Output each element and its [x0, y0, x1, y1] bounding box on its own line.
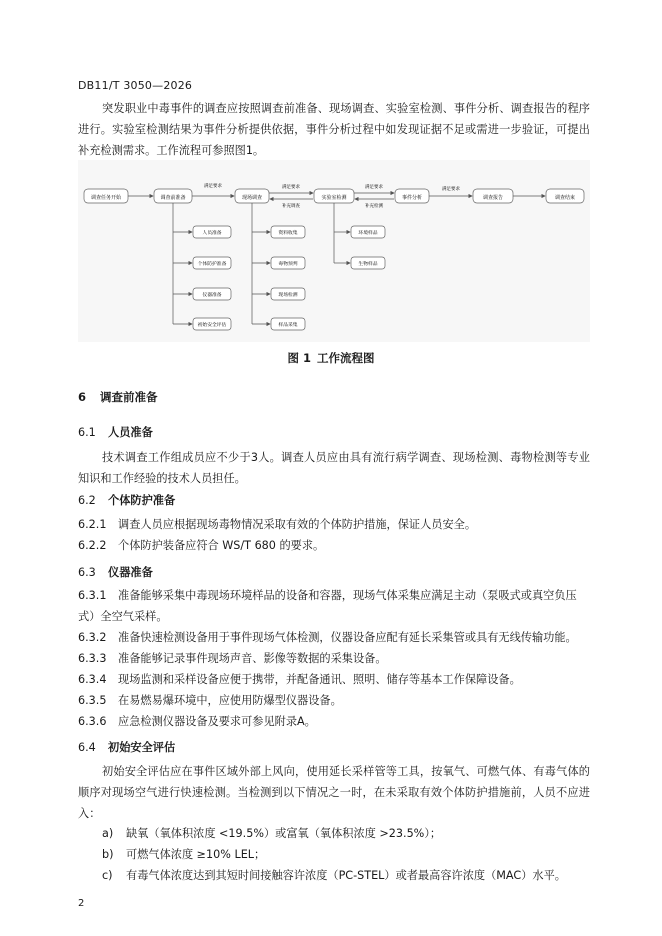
svg-text:仪器准备: 仪器准备	[202, 293, 222, 298]
lab-child-env	[351, 226, 385, 238]
clause-6-3-1	[78, 585, 590, 627]
clause-6-3-3	[78, 648, 590, 669]
edge-label-lab-analysis: 满足要求	[365, 185, 383, 190]
field-child-detect	[271, 288, 305, 300]
s6-1-paragraph: 技术调查工作组成员应不少于3人。调查人员应由具有流行病学调查、现场检测、毒物检测等专业知识和工作经验的技术人员担任。	[78, 451, 590, 485]
page-number: 2	[78, 898, 85, 909]
list-text: 可燃气体浓度 ≥10% LEL；	[126, 848, 266, 861]
document-code: DB11/T 3050—2026	[78, 79, 193, 92]
prep-child-ppe	[193, 257, 231, 269]
clause-6-2-1	[78, 514, 590, 535]
clause-text: 个体防护装备应符合 WS/T 680 的要求。	[118, 539, 325, 552]
edge-label-analysis-lab: 补充检测	[365, 204, 383, 209]
clause-text: 调查人员应根据现场毒物情况采取有效的个体防护措施，保证人员安全。	[118, 518, 477, 531]
clause-text: 准备能够采集中毒现场环境样品的设备和容器，现场气体采集应满足主动（泵吸式或真空负压式）全空气采样。	[78, 589, 577, 623]
figure-caption	[0, 350, 662, 366]
section-6-heading	[78, 389, 158, 405]
node-analysis	[395, 189, 429, 203]
list-marker: c)	[102, 869, 113, 882]
section-number: 6.3	[78, 566, 96, 579]
clause-number: 6.3.3	[78, 652, 107, 665]
clause-number: 6.2.1	[78, 518, 107, 531]
svg-text:毒物预判: 毒物预判	[278, 262, 298, 267]
clause-text: 在易燃易爆环境中，应使用防爆型仪器设备。	[118, 694, 342, 707]
svg-text:环境样品: 环境样品	[358, 231, 378, 236]
svg-text:现场检测: 现场检测	[278, 293, 298, 298]
clause-number: 6.3.5	[78, 694, 107, 707]
clause-6-3-6	[78, 711, 590, 732]
figure-title: 工作流程图	[317, 351, 375, 365]
list-item-a	[102, 825, 441, 841]
node-lab	[314, 189, 354, 203]
section-6-2-heading	[78, 492, 175, 508]
svg-text:生物样品: 生物样品	[358, 262, 378, 267]
edge-label-field-lab: 满足要求	[282, 185, 300, 190]
list-item-b	[102, 846, 265, 862]
section-title: 调查前准备	[100, 390, 158, 404]
svg-text:样品采集: 样品采集	[278, 323, 298, 328]
section-title: 人员准备	[108, 426, 153, 439]
list-text: 缺氧（氧体积浓度 <19.5%）或富氧（氧体积浓度 >23.5%）；	[126, 827, 442, 840]
s6-4-paragraph: 初始安全评估应在事件区域外部上风向，使用延长采样管等工具，按氧气、可燃气体、有毒气体的顺序对现场空气进行快速检测。当检测到以下情况之一时，在未采取有效个体防护措施前，人员不应进入：	[78, 765, 590, 820]
figure-number: 图 1	[287, 351, 311, 365]
node-prep	[154, 189, 192, 203]
clause-text: 应急检测仪器设备及要求可参见附录A。	[118, 715, 316, 728]
section-6-1-heading	[78, 424, 153, 440]
node-field	[235, 189, 269, 203]
clause-number: 6.3.4	[78, 673, 107, 686]
clause-text: 准备快速检测设备用于事件现场气体检测，仪器设备应配有延长采集管或具有无线传输功能。	[118, 631, 577, 644]
intro-paragraph: 突发职业中毒事件的调查应按照调查前准备、现场调查、实验室检测、事件分析、调查报告的程序进行。实验室检测结果为事件分析提供依据，事件分析过程中如发现证据不足或需进一步验证，可提出补充检测需求。工作流程可参照图1。	[78, 102, 590, 157]
section-title: 个体防护准备	[108, 494, 176, 507]
clause-number: 6.3.2	[78, 631, 107, 644]
svg-text:事件分析: 事件分析	[401, 195, 423, 201]
clause-number: 6.3.1	[78, 589, 107, 602]
section-number: 6.1	[78, 426, 96, 439]
clause-6-2-2	[78, 535, 590, 556]
prep-child-safety	[193, 318, 231, 330]
section-number: 6.4	[78, 741, 96, 754]
edge-label-lab-field: 补充调查	[282, 204, 300, 209]
section-number: 6	[78, 390, 87, 404]
lab-child-bio	[351, 257, 385, 269]
svg-text:调查前准备: 调查前准备	[160, 195, 186, 201]
svg-text:初始安全评估: 初始安全评估	[197, 323, 227, 328]
list-item-c	[102, 867, 566, 883]
edge-label-analysis-report: 满足要求	[442, 187, 460, 192]
node-start	[84, 189, 128, 203]
svg-text:调查任务开始: 调查任务开始	[90, 195, 122, 201]
section-number: 6.2	[78, 494, 96, 507]
clause-number: 6.2.2	[78, 539, 107, 552]
clause-text: 现场监测和采样设备应便于携带，并配备通讯、照明、储存等基本工作保障设备。	[118, 673, 521, 686]
edge-label-prep-field: 满足要求	[204, 184, 222, 189]
svg-text:调查结束: 调查结束	[554, 195, 576, 201]
field-child-predict	[271, 257, 305, 269]
svg-text:个体防护准备: 个体防护准备	[197, 262, 227, 267]
clause-number: 6.3.6	[78, 715, 107, 728]
svg-text:现场调查: 现场调查	[241, 195, 263, 201]
field-child-sample	[271, 318, 305, 330]
svg-text:人员准备: 人员准备	[202, 231, 222, 236]
prep-child-personnel	[193, 226, 231, 238]
clause-6-3-5	[78, 690, 590, 711]
section-6-4-heading	[78, 739, 175, 755]
node-end	[546, 189, 584, 203]
field-child-data	[271, 226, 305, 238]
list-marker: a)	[102, 827, 114, 840]
svg-text:调查报告: 调查报告	[482, 195, 504, 201]
svg-text:实验室检测: 实验室检测	[321, 195, 347, 201]
list-text: 有毒气体浓度达到其短时间接触容许浓度（PC-STEL）或者最高容许浓度（MAC）水平。	[126, 869, 566, 882]
prep-child-instrument	[193, 288, 231, 300]
clause-6-3-4	[78, 669, 590, 690]
workflow-flowchart	[78, 160, 590, 342]
svg-text:资料收集: 资料收集	[278, 231, 298, 236]
clause-text: 准备能够记录事件现场声音、影像等数据的采集设备。	[118, 652, 387, 665]
section-6-3-heading	[78, 564, 153, 580]
clause-6-3-2	[78, 627, 590, 648]
node-report	[473, 189, 513, 203]
section-title: 仪器准备	[108, 566, 153, 579]
section-title: 初始安全评估	[108, 741, 176, 754]
list-marker: b)	[102, 848, 114, 861]
